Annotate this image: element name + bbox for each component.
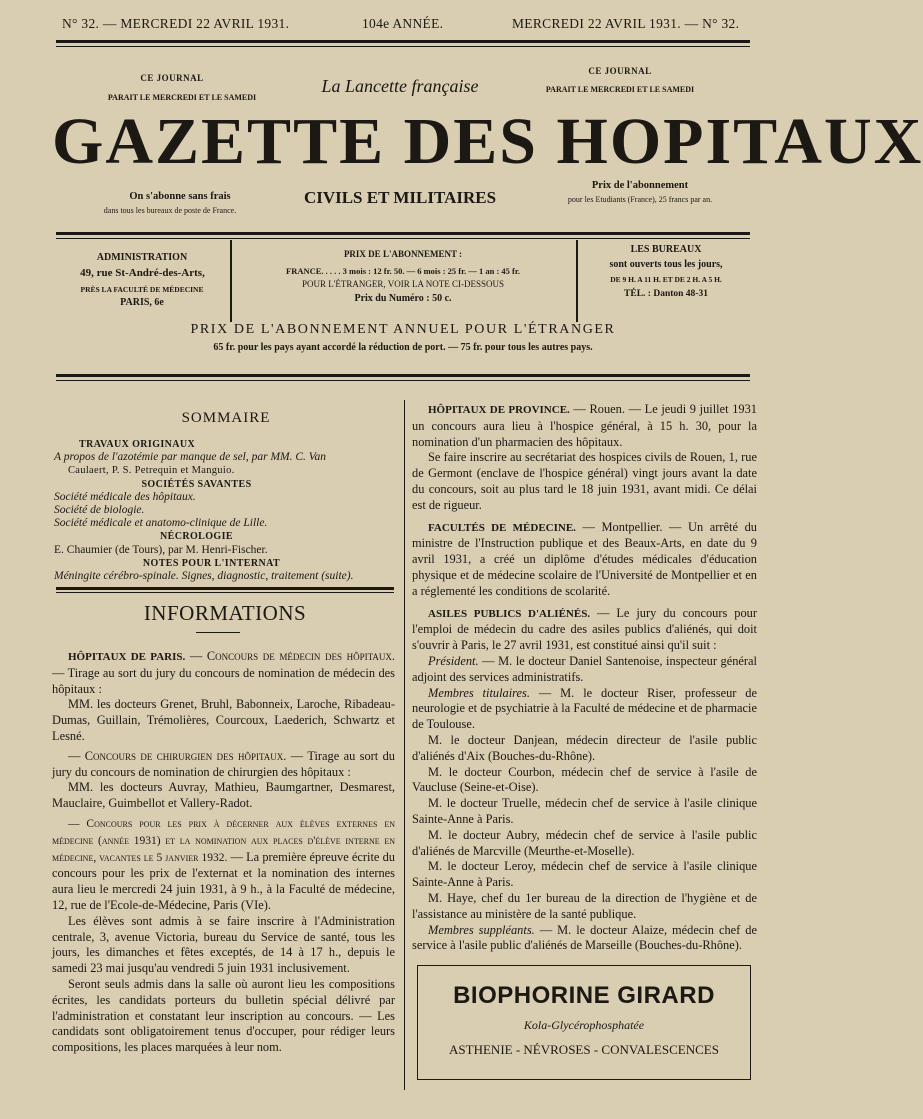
section-subheading: — Concours de médecin des hôpitaux. — [185, 649, 395, 663]
paragraph-text: — Rouen. — Le jeudi 9 juillet 1931 un concours aura lieu à l'hospice général, à 15 h. 30, pour la nomination d'un pharmacien des hôpitaux. — [412, 402, 757, 449]
admin-heading: ADMINISTRATION — [96, 252, 188, 263]
office-open: sont ouverts tous les jours, — [609, 259, 723, 270]
section-heading: HÔPITAUX DE PROVINCE. — [428, 404, 570, 416]
informations-column — [52, 649, 395, 1056]
sommaire-entry: A propos de l'azotémie par manque de sel, par MM. C. Van — [54, 451, 327, 464]
paragraph: M. le docteur Danjean, médecin directeur de l'asile public d'aliénés d'Aix (Bouches-du-Rhône). — [412, 732, 757, 763]
admin-near: PRÈS LA FACULTÉ DE MÉDECINE — [80, 285, 204, 294]
sommaire-entry: Société de biologie. — [54, 504, 145, 517]
sommaire-entry: Société médicale et anatomo-clinique de Lille. — [54, 517, 268, 530]
price-issue: Prix du Numéro : 50 c. — [354, 293, 452, 304]
foreign-price-title: PRIX DE L'ABONNEMENT ANNUEL POUR L'ÉTRANGER — [60, 322, 746, 338]
section-heading: FACULTÉS DE MÉDECINE. — [428, 521, 576, 534]
section-subheading: — Concours de chirurgien des hôpitaux. — [68, 748, 287, 763]
header-rule-thin — [56, 46, 750, 47]
masthead-rule — [56, 232, 750, 235]
sommaire-title: SOMMAIRE — [181, 410, 271, 426]
role-label: Membres suppléants. — [428, 922, 535, 937]
sommaire-entry: Société médicale des hôpitaux. — [54, 490, 196, 503]
newspaper-subtitle: CIVILS ET MILITAIRES — [303, 188, 497, 207]
section-heading: HÔPITAUX DE PARIS. — [68, 651, 186, 663]
newspaper-title: GAZETTE DES HOPITAUX — [52, 105, 923, 178]
masthead-right-line2: PARAIT LE MERCREDI ET LE SAMEDI — [545, 85, 695, 94]
sommaire-rule-thin — [56, 592, 394, 593]
header-left: N° 32. — MERCREDI 22 AVRIL 1931. — [62, 16, 290, 31]
paragraph: M. le docteur Courbon, médecin chef de service à l'asile de Vaucluse (Seine-et-Oise). — [412, 764, 757, 795]
column-divider — [404, 400, 405, 1090]
info-divider-right — [576, 240, 578, 324]
masthead-left-line2: PARAIT LE MERCREDI ET LE SAMEDI — [107, 93, 257, 102]
section-rule-thin — [56, 380, 750, 381]
advert-claims: ASTHENIE - NÉVROSES - CONVALESCENCES — [449, 1042, 719, 1057]
section-subheading: — Concours pour les prix à décerner aux élèves externes en médecine (année 1931) et la nomination aux places d'élève interne en médecine, vacantes le 5 janvier 1932. — [52, 817, 395, 864]
paragraph: M. le docteur Truelle, médecin chef de service à l'asile clinique Sainte-Anne à Paris. — [412, 796, 757, 826]
price-foreign-note: POUR L'ÉTRANGER, VOIR LA NOTE CI-DESSOUS — [302, 279, 504, 289]
masthead-rule-thin — [56, 238, 750, 239]
paragraph-text: — Le jury du concours pour l'emploi de médecin du cadre des asiles publics d'aliénés, qui doit s'ouvrir à Paris, le 27 avril 1931, est constitué ainsi qu'il suit : — [412, 605, 757, 653]
paragraph: M. le docteur Aubry, médecin chef de service à l'asile public d'aliénés de Marcville (Meurthe-et-Moselle). — [412, 827, 757, 858]
header-right: MERCREDI 22 AVRIL 1931. — N° 32. — [512, 16, 740, 31]
section-rule — [56, 374, 750, 377]
office-heading: LES BUREAUX — [630, 244, 702, 255]
student-price-detail: pour les Etudiants (France), 25 francs par an. — [567, 195, 713, 204]
sommaire-heading: TRAVAUX ORIGINAUX — [79, 439, 196, 450]
paragraph-text: — M. le docteur Riser, professeur de neurologie et de psychiatrie à la Faculté de médecine et de pharmacie de Toulouse. — [412, 685, 757, 732]
sommaire-list — [54, 438, 399, 583]
office-phone: TÉL. : Danton 48-31 — [624, 289, 708, 299]
informations-title: INFORMATIONS — [143, 601, 307, 625]
header-center: 104e ANNÉE. — [362, 16, 444, 31]
title-underline — [196, 632, 240, 633]
price-france: FRANCE. . . . . 3 mois : 12 fr. 50. — 6 mois : 25 fr. — 1 an : 45 fr. — [286, 266, 520, 276]
foreign-price-text: 65 fr. pour les pays ayant accordé la réduction de port. — 75 fr. pour tous les autres pays. — [213, 342, 593, 353]
masthead-right-line1: CE JOURNAL — [588, 66, 652, 76]
sommaire-heading: NOTES POUR L'INTERNAT — [142, 557, 281, 569]
office-hours: DE 9 H. A 11 H. ET DE 2 H. A 5 H. — [610, 275, 722, 284]
header-rule — [56, 40, 750, 43]
paragraph: M. Haye, chef du 1er bureau de la direction de l'hygiène et de l'assistance au ministère de la santé publique. — [412, 890, 757, 921]
masthead-tagline: La Lancette française — [321, 76, 479, 96]
paragraph-text: — Montpellier. — Un arrêté du ministre de l'Instruction publique et des Beaux-Arts, en date du 9 avril 1931, a créé un diplôme d'études médicales d'éducation physique et de médecine scolaire de l'Université de Montpellier et en a réglementé les conditions de scolarité. — [412, 519, 757, 598]
sommaire-rule — [56, 587, 394, 590]
sommaire-entry: Caulaert, P. S. Petrequin et Manguio. — [68, 465, 235, 477]
sommaire-entry: Méningite cérébro-spinale. Signes, diagnostic, traitement (suite). — [54, 570, 354, 583]
role-label: Membres titulaires. — [428, 685, 530, 700]
role-label: Président. — [428, 653, 479, 668]
advert-brand: BIOPHORINE GIRARD — [453, 982, 715, 1009]
student-price-title: Prix de l'abonnement — [591, 180, 689, 191]
right-column — [412, 402, 757, 954]
masthead-left-line1: CE JOURNAL — [140, 73, 204, 83]
paragraph-text: — M. le docteur Alaize, médecin chef de service à l'asile public d'aliénés de Marseille (Bouches-du-Rhône). — [412, 922, 757, 953]
paragraph: MM. les docteurs Grenet, Bruhl, Babonneix, Laroche, Ribadeau-Dumas, Guillain, Trémolières, Courcoux, Laederich, Schwartz et Lesné. — [52, 697, 395, 743]
paragraph: Seront seuls admis dans la salle où auront lieu les compositions écrites, les candidats porteurs du bulletin spécial délivré par l'administration et constatant leur inscription au concours. — Les candidats sont obligatoirement tenus d'occuper, pour rédiger leurs compositions, les places marquées à leur nom. — [52, 976, 395, 1055]
paragraph: MM. les docteurs Auvray, Mathieu, Baumgartner, Desmarest, Mauclaire, Guimbellot et Vallery-Radot. — [52, 780, 395, 811]
paragraph: Se faire inscrire au secrétariat des hospices civils de Rouen, 1, rue de Germont (enclave de l'hospice général) vingt jours avant la date du concours, soit au plus tard le 18 juin 1931, avant midi. Ce délai est de rigueur. — [412, 450, 757, 512]
price-heading: PRIX DE L'ABONNEMENT : — [343, 249, 463, 259]
subscribe-note: On s'abonne sans frais — [129, 191, 231, 202]
sommaire-heading: SOCIÉTÉS SAVANTES — [141, 478, 252, 490]
subscribe-note-detail: dans tous les bureaux de poste de France. — [103, 206, 237, 215]
paragraph-text: — La première épreuve écrite du concours pour les prix de l'externat et la nomination des internes aura lieu le mercredi 24 juin 1931, à 9 h., à la Faculté de médecine, 12, rue de l'Ecole-de-Médecine, Paris (VIe). — [52, 849, 395, 912]
paragraph-text: — Tirage au sort du jury du concours de nomination de chirurgien des hôpitaux : — [52, 748, 395, 779]
sommaire-heading: NÉCROLOGIE — [160, 531, 233, 543]
advert-product: Kola-Glycérophosphatée — [523, 1018, 645, 1032]
advertisement-box — [417, 965, 751, 1080]
info-divider-left — [230, 240, 232, 324]
admin-address: 49, rue St-André-des-Arts, — [80, 267, 205, 279]
sommaire-entry: E. Chaumier (de Tours), par M. Henri-Fischer. — [54, 543, 268, 556]
paragraph: M. le docteur Leroy, médecin chef de service à l'asile clinique Sainte-Anne à Paris. — [412, 859, 757, 890]
section-heading: ASILES PUBLICS D'ALIÉNÉS. — [428, 607, 591, 620]
admin-city: PARIS, 6e — [120, 297, 164, 308]
paragraph: Les élèves sont admis à se faire inscrire à l'Administration centrale, 3, avenue Victoria, bureau du Service de santé, tous les jours, les dimanches et fêtes exceptés, de 14 à 17 h., depuis le samedi 23 mai jusqu'au vendredi 5 juin 1931 inclusivement. — [52, 913, 395, 976]
paragraph-text: — Tirage au sort du jury du concours de nomination de médecin des hôpitaux : — [52, 665, 395, 696]
paragraph-text: — M. le docteur Daniel Santenoise, inspecteur général adjoint des services administratifs. — [412, 653, 757, 684]
